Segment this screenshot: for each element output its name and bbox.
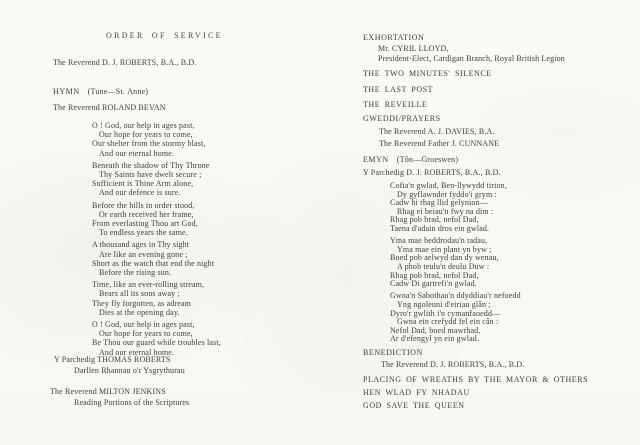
emyn-tune: (Tôn—Groeswen)	[396, 155, 459, 164]
text-line: The Reverend Father J. CUNNANE	[379, 139, 500, 148]
verse-line: Be Thou our guard while troubles last,	[92, 338, 221, 348]
verse-line: Or earth received her frame,	[99, 209, 194, 219]
verse-line: A thousand ages in Thy sight	[92, 240, 190, 250]
verse-line: From everlasting Thou art God,	[92, 219, 198, 229]
two-minutes-silence-heading: THE TWO MINUTES' SILENCE	[363, 69, 492, 78]
verse-line: Nefol Dad, boed mawrhad,	[390, 325, 481, 335]
verse-line: Rhag ei beiau'n fwy na dim :	[397, 206, 494, 216]
verse-line: Yma mae ein plant yn byw ;	[397, 244, 492, 254]
page-title: ORDER OF SERVICE	[106, 31, 223, 40]
verse-line: And our defence is sure.	[99, 188, 181, 198]
hymn-heading-row	[53, 87, 148, 96]
reader-name: The Reverend MILTON JENKINS	[50, 387, 166, 396]
verse-line: Our hope for years to come,	[99, 329, 193, 339]
verse-line: They fly forgotten, as adream	[92, 298, 192, 308]
emyn-heading: EMYN	[363, 155, 389, 164]
verse-line: Bears all its sons away ;	[99, 289, 180, 299]
verse-line: Yng ngoleuni d'eiriau glân ;	[397, 299, 491, 309]
stanza	[390, 182, 521, 234]
verse-line: Our shelter from the stormy blast,	[92, 139, 206, 149]
verse-line: Dies at the opening day.	[99, 307, 180, 317]
verse-line: Dy gyflawnder fyddo'i grym :	[397, 189, 497, 199]
verse-line: Short as the watch that end the night	[92, 258, 215, 268]
reader-detail: Darllen Rhannau o'r Ysgrythurau	[74, 366, 185, 376]
verse-line: Cofia'n gwlad, Ben-llywydd tirion,	[390, 181, 507, 190]
hymn-heading: HYMN	[53, 87, 80, 96]
verse-line: Before the rising sun.	[99, 268, 172, 278]
stanza	[92, 201, 221, 238]
exhortation-heading: EXHORTATION	[363, 33, 425, 42]
emyn-stanzas	[390, 182, 521, 347]
verse-line: O ! God, our help in ages past,	[92, 320, 195, 330]
stanza	[390, 292, 521, 344]
reader-name: Y Parchedig THOMAS ROBERTS	[54, 355, 171, 364]
reveille-heading: THE REVEILLE	[363, 100, 428, 109]
prayers-heading: GWEDDI/PRAYERS	[363, 114, 441, 123]
verse-line: Boed pob aelwyd dan dy wenau,	[390, 253, 499, 263]
text-line: President-Elect, Cardigan Branch, Royal British Legion	[378, 53, 565, 63]
officiant-line: The Reverend D. J. ROBERTS, B.A., B.D.	[53, 58, 197, 67]
verse-line: Yma mae beddrodau'n tadau,	[390, 236, 488, 246]
verse-line: Rhag pob brad, nefol Dad,	[390, 215, 479, 225]
wreaths-heading: PLACING OF WREATHS BY THE MAYOR & OTHERS	[363, 375, 589, 384]
hymn-tune: (Tune—St. Anne)	[87, 87, 149, 96]
stanza	[92, 280, 221, 317]
stanza	[92, 121, 221, 158]
verse-line: Dyro'r gwlith i'n cymanfaoedd—	[390, 308, 501, 318]
verse-line: And our eternal home.	[99, 148, 175, 158]
verse-line: Gwna ein crefydd fel ein cân :	[397, 317, 499, 327]
verse-line: Before the hills in order stood,	[92, 200, 195, 210]
verse-line: And our eternal home.	[99, 347, 175, 357]
verse-line: Ar d'efengyl yn ein gwlad.	[390, 334, 480, 344]
verse-line: Sufficient is Thine Arm alone,	[92, 179, 194, 189]
emyn-leader: Y Parchedig D. J. ROBERTS, B.A., B.D.	[363, 168, 501, 177]
stanza	[92, 240, 221, 277]
verse-line: Rhag pob brad, nefol Dad,	[390, 270, 479, 280]
stanza	[390, 237, 521, 289]
verse-line: Our hope for years to come,	[99, 130, 193, 140]
exhortation-lines	[378, 44, 565, 63]
hymn-stanzas	[92, 121, 221, 360]
benediction-minister: The Reverend D. J. ROBERTS, B.A., B.D.	[381, 360, 525, 369]
reader-block	[50, 387, 189, 409]
verse-line: Cadw Di gartrefi'n gwlad.	[390, 279, 477, 289]
verse-line: Taena d'adain dros ein gwlad.	[390, 223, 490, 233]
benediction-heading: BENEDICTION	[363, 348, 423, 357]
stanza	[92, 320, 221, 357]
text-line: Mr. CYRIL LLOYD,	[378, 44, 449, 53]
verse-line: Thy Saints have dwelt secure ;	[99, 170, 202, 180]
verse-line: To endless years the same.	[99, 228, 188, 238]
text-line: The Reverend A. J. DAVIES, B.A.	[379, 127, 495, 136]
verse-line: Gwna'n Sabothau'n ddyddiau'r nefoedd	[390, 291, 521, 301]
emyn-heading-row	[363, 155, 458, 164]
reader-block	[54, 355, 185, 377]
verse-line: Time, like an ever-rolling stream,	[92, 280, 205, 290]
verse-line: Beneath the shadow of Thy Throne	[92, 160, 210, 170]
reader-detail: Reading Portions of the Scriptures	[74, 398, 190, 408]
verse-line: Are like an evening gone ;	[99, 249, 188, 259]
verse-line: O ! God, our help in ages past,	[92, 121, 195, 130]
hymn-leader: The Reverend ROLAND BEVAN	[53, 103, 166, 112]
verse-line: Cadw hi rhag llid gelynion—	[390, 198, 488, 208]
prayers-lines	[379, 126, 499, 150]
verse-line: A phob teulu'n deulu Duw :	[397, 261, 490, 271]
hen-wlad-heading: HEN WLAD FY NHADAU	[363, 388, 470, 397]
last-post-heading: THE LAST POST	[363, 85, 434, 94]
stanza	[92, 161, 221, 198]
god-save-queen-heading: GOD SAVE THE QUEEN	[363, 401, 465, 410]
